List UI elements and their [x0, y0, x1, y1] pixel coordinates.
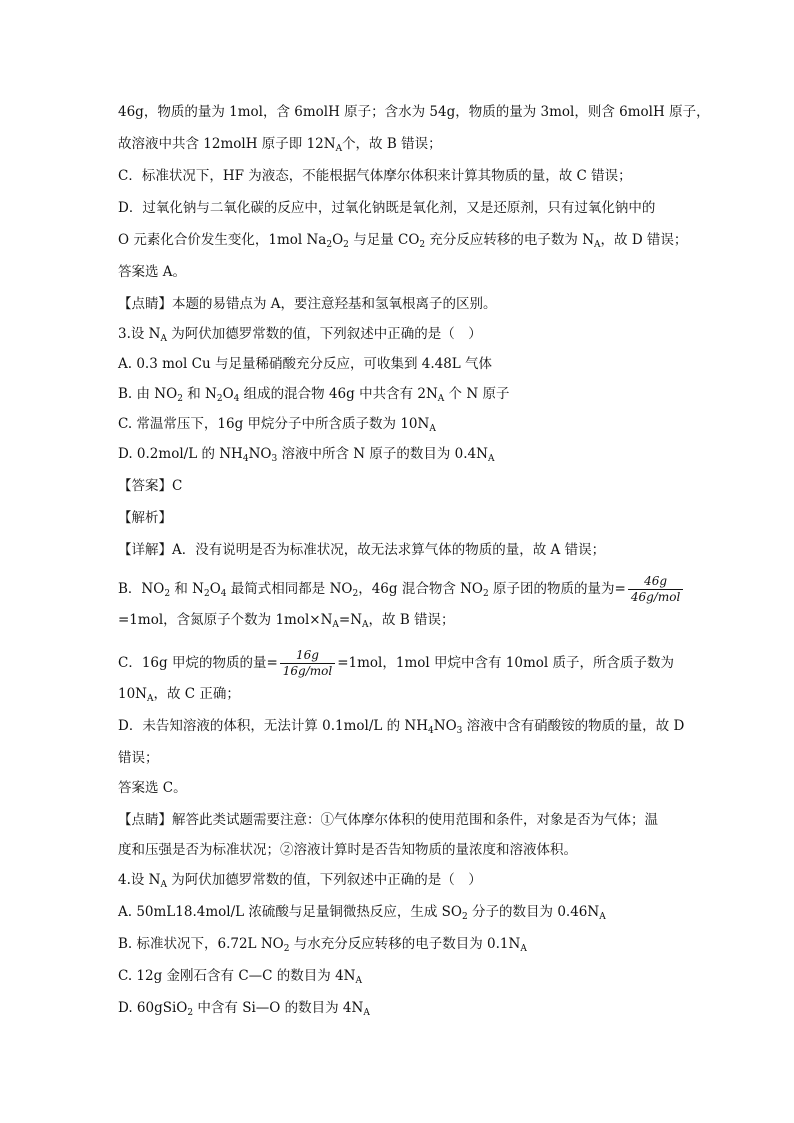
- analysis-label: 【解析】: [118, 510, 172, 526]
- option-c-explanation: C．标准状况下，HF 为液态，不能根据气体摩尔体积来计算其物质的量，故 C 错误；: [118, 168, 632, 184]
- detail-b: B．$NO_2$ 和 $N_2O_4$ 最简式相同都是 $NO_2$，46g 混合物含 $NO_2$ 原子团的物质的量为= $\frac{46g}{\text{46g/mol}}$: [118, 574, 685, 605]
- question-3-option-b: B. 由 $NO_2$ 和 $N_2O_4$ 组成的混合物 46g 中共含有 $2N_A$ 个 N 原子: [118, 386, 510, 404]
- fraction: $\frac{46g}{\text{46g/mol}}$: [628, 574, 683, 605]
- question-3-option-a: A. 0.3 mol Cu 与足量稀硝酸充分反应，可收集到 4.48L 气体: [118, 356, 493, 372]
- option-d-explanation: D．过氧化钠与二氧化碳的反应中，过氧化钠既是氧化剂，又是还原剂，只有过氧化钠中的: [118, 200, 656, 216]
- text-line: 故溶液中共含 12molH 原子即 $12N_A$个，故 B 错误；: [118, 136, 442, 154]
- text-line: 46g，物质的量为 1mol，含 6molH 原子；含水为 54g，物质的量为 3mol，则含 6molH 原子，: [118, 104, 710, 120]
- text-line: O 元素化合价发生变化，1mol $Na_2O_2$ 与足量 $CO_2$ 充分反应转移的电子数为 $N_A$，故 D 错误；: [118, 232, 688, 250]
- tip-line: 【点睛】本题的易错点为 A，要注意羟基和氢氧根离子的区别。: [118, 296, 497, 312]
- answer-line: 答案选 C。: [118, 780, 187, 796]
- detail-d: D．未告知溶液的体积，无法计算 0.1mol/L 的 $NH_4NO_3$ 溶液中含有硝酸铵的物质的量，故 D: [118, 718, 685, 736]
- detail-c: C．16g 甲烷的物质的量= $\frac{16g}{\text{16g/mol}}$ =1mol，1mol 甲烷中含有 10mol 质子，所含质子数为: [118, 648, 674, 678]
- fraction: $\frac{16g}{\text{16g/mol}}$: [280, 648, 335, 679]
- question-4-option-a: A. 50mL18.4mol/L 浓硫酸与足量铜微热反应，生成 $SO_2$ 分子的数目为 $0.46N_A$: [118, 904, 606, 922]
- question-3-option-d: D. 0.2mol/L 的 $NH_4NO_3$ 溶液中所含 N 原子的数目为 $0.4N_A$: [118, 446, 495, 464]
- text-line: =1mol，含氮原子个数为 $1mol\times N_A=N_A$，故 B 错误；: [118, 612, 455, 630]
- question-4-option-d: D. 60gSiO$_2$ 中含有 Si—O 的数目为 $4N_A$: [118, 1000, 370, 1018]
- tip-line: 【点睛】解答此类试题需要注意：①气体摩尔体积的使用范围和条件，对象是否为气体；温: [118, 812, 658, 828]
- question-4-stem: 4.设 $N_A$ 为阿伏加德罗常数的值，下列叙述中正确的是（ ）: [118, 872, 482, 890]
- answer-label: 【答案】C: [118, 478, 183, 494]
- detail-a: 【详解】A．没有说明是否为标准状况，故无法求算气体的物质的量，故 A 错误；: [118, 542, 606, 558]
- text-line: 错误；: [118, 750, 159, 766]
- text-line: $10N_A$，故 C 正确；: [118, 686, 240, 704]
- question-4-option-c: C. 12g 金刚石含有 C—C 的数目为 $4N_A$: [118, 968, 362, 986]
- text-line: 度和压强是否为标准状况；②溶液计算时是否告知物质的量浓度和溶液体积。: [118, 842, 577, 858]
- question-3-stem: 3.设 $N_A$ 为阿伏加德罗常数的值，下列叙述中正确的是（ ）: [118, 326, 482, 344]
- answer-line: 答案选 A。: [118, 264, 187, 280]
- question-3-option-c: C. 常温常压下，16g 甲烷分子中所含质子数为 $10N_A$: [118, 416, 436, 434]
- question-4-option-b: B. 标准状况下，6.72L $NO_2$ 与水充分反应转移的电子数目为 $0.1N_A$: [118, 936, 527, 954]
